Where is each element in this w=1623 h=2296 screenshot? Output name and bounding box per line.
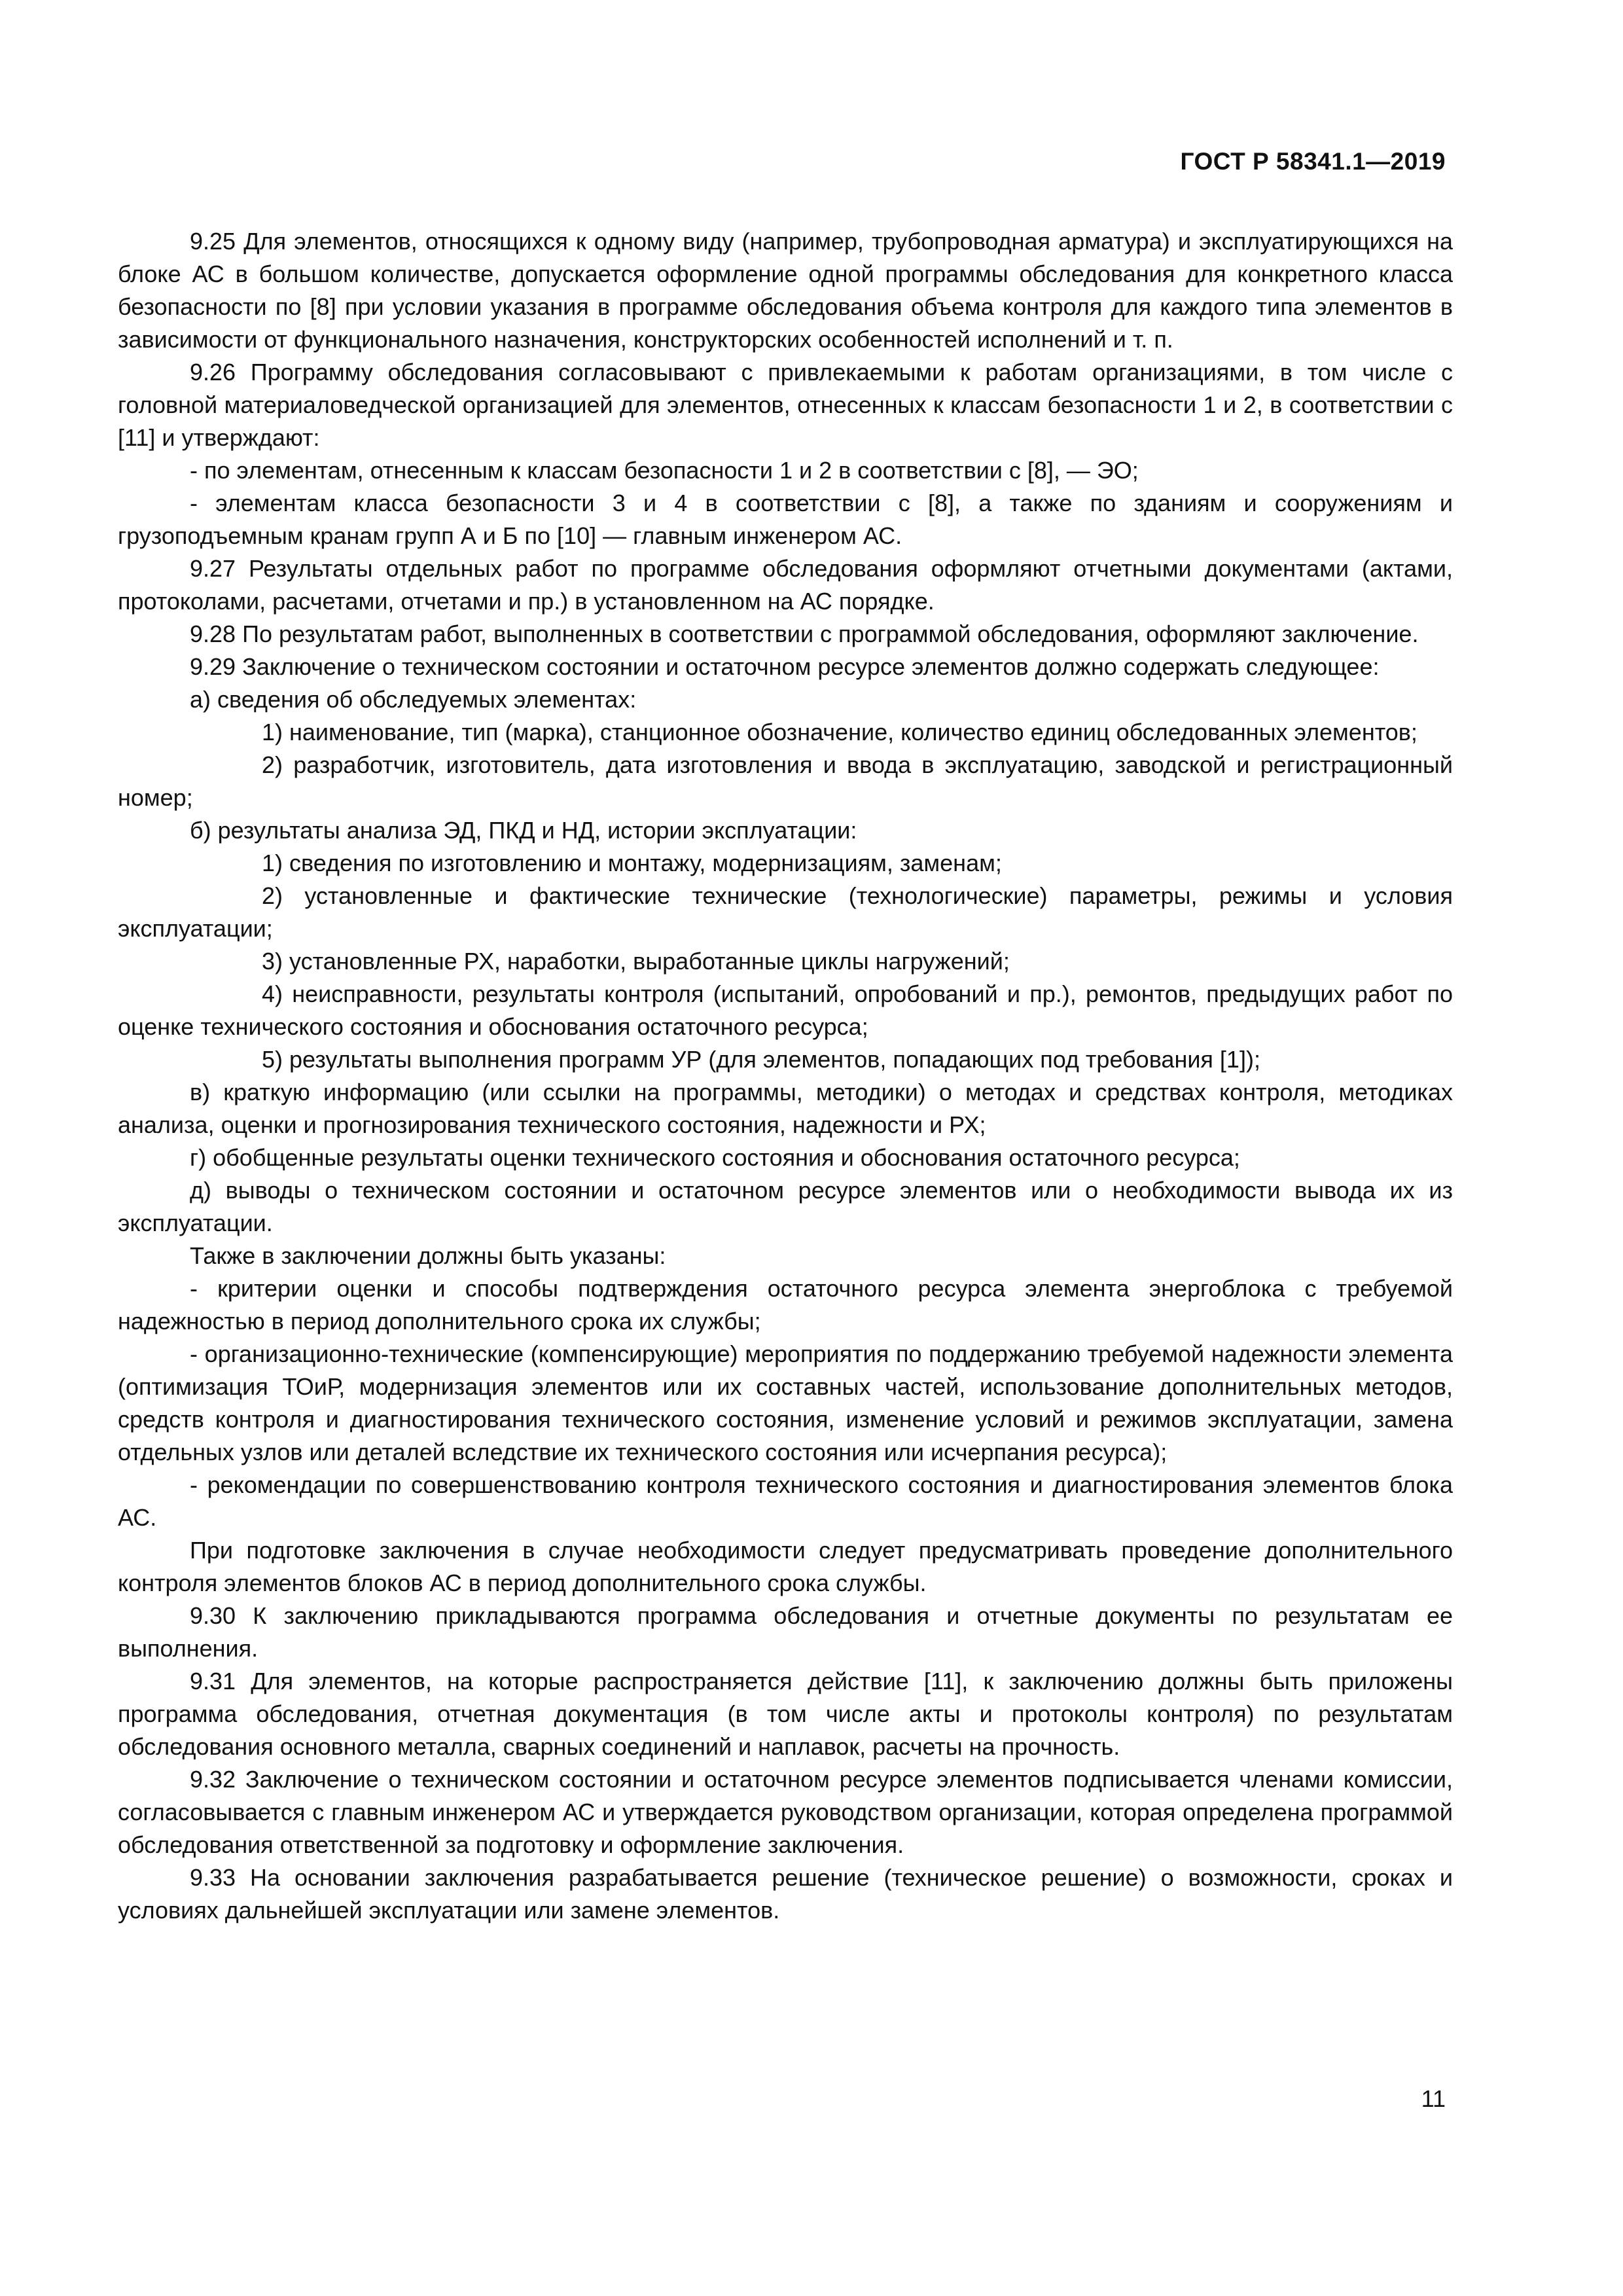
paragraph: - по элементам, отнесенным к классам безопасности 1 и 2 в соответствии с [8], — ЭО;: [190, 457, 1139, 484]
paragraph: - критерии оценки и способы подтверждения остаточного ресурса элемента энергоблока с требуемой надежностью в период дополнительного срока их службы;: [118, 1275, 1453, 1335]
paragraph: Также в заключении должны быть указаны:: [190, 1242, 666, 1269]
paragraph: д) выводы о техническом состоянии и остаточном ресурсе элементов или о необходимости вывода их из эксплуатации.: [118, 1177, 1453, 1236]
paragraph: 9.26 Программу обследования согласовывают с привлекаемыми к работам организациями, в том числе с головной материаловедческой организацией для элементов, отнесенных к классам безопасности 1 и 2, в соответствии с [11] и утверждают:: [118, 359, 1453, 451]
paragraph: 9.28 По результатам работ, выполненных в соответствии с программой обследования, оформляют заключение.: [190, 620, 1419, 647]
paragraph: - организационно-технические (компенсирующие) мероприятия по поддержанию требуемой надежности элемента (оптимизация ТОиР, модернизация элементов или их составных частей, использование дополнительных методов, средств контроля и диагностирования технического состояния, изменение условий и режимов эксплуатации, замена отдельных узлов или деталей вследствие их технического состояния или исчерпания ресурса);: [118, 1340, 1453, 1465]
paragraph: 9.30 К заключению прикладываются программа обследования и отчетные документы по результатам ее выполнения.: [118, 1602, 1453, 1662]
paragraph: а) сведения об обследуемых элементах:: [190, 686, 637, 713]
paragraph: - рекомендации по совершенствованию контроля технического состояния и диагностирования элементов блока АС.: [118, 1471, 1453, 1531]
paragraph: 9.33 На основании заключения разрабатывается решение (техническое решение) о возможности, сроках и условиях дальнейшей эксплуатации или замене элементов.: [118, 1864, 1453, 1924]
paragraph: 9.29 Заключение о техническом состоянии и остаточном ресурсе элементов должно содержать следующее:: [190, 653, 1380, 680]
paragraph: 2) разработчик, изготовитель, дата изготовления и ввода в эксплуатацию, заводской и регистрационный номер;: [118, 751, 1453, 811]
paragraph: б) результаты анализа ЭД, ПКД и НД, истории эксплуатации:: [190, 817, 857, 844]
document-code-header: ГОСТ Р 58341.1—2019: [1180, 148, 1446, 175]
paragraph: - элементам класса безопасности 3 и 4 в соответствии с [8], а также по зданиям и сооружениям и грузоподъемным кранам групп А и Б по [10] — главным инженером АС.: [118, 490, 1453, 549]
page-number: 11: [1421, 2085, 1446, 2112]
paragraph: 9.32 Заключение о техническом состоянии и остаточном ресурсе элементов подписывается членами комиссии, согласовывается с главным инженером АС и утверждается руководством организации, которая определена программой обследования ответственной за подготовку и оформление заключения.: [118, 1766, 1453, 1858]
paragraph: 2) установленные и фактические технические (технологические) параметры, режимы и условия эксплуатации;: [118, 882, 1453, 942]
paragraph: 1) сведения по изготовлению и монтажу, модернизациям, заменам;: [262, 850, 1002, 876]
paragraph: 9.25 Для элементов, относящихся к одному виду (например, трубопроводная арматура) и эксплуатирующихся на блоке АС в большом количестве, допускается оформление одной программы обследования для конкретного класса безопасности по [8] при условии указания в программе обследования объема контроля для каждого типа элементов в зависимости от функционального назначения, конструкторских особенностей исполнений и т. п.: [118, 228, 1453, 353]
paragraph: При подготовке заключения в случае необходимости следует предусматривать проведение дополнительного контроля элементов блоков АС в период дополнительного срока службы.: [118, 1537, 1453, 1596]
paragraph: г) обобщенные результаты оценки технического состояния и обоснования остаточного ресурса;: [190, 1144, 1240, 1171]
paragraph: 4) неисправности, результаты контроля (испытаний, опробований и пр.), ремонтов, предыдущих работ по оценке технического состояния и обоснования остаточного ресурса;: [118, 980, 1453, 1040]
paragraph: 9.27 Результаты отдельных работ по программе обследования оформляют отчетными документами (актами, протоколами, расчетами, отчетами и пр.) в установленном на АС порядке.: [118, 555, 1453, 615]
paragraph: в) краткую информацию (или ссылки на программы, методики) о методах и средствах контроля, методиках анализа, оценки и прогнозирования технического состояния, надежности и РХ;: [118, 1079, 1453, 1138]
paragraph: 1) наименование, тип (марка), станционное обозначение, количество единиц обследованных элементов;: [262, 719, 1418, 745]
paragraph: 5) результаты выполнения программ УР (для элементов, попадающих под требования [1]);: [262, 1046, 1260, 1073]
paragraph: 3) установленные РХ, наработки, выработанные циклы нагружений;: [262, 948, 1010, 975]
document-body: [118, 225, 1453, 1927]
paragraph: 9.31 Для элементов, на которые распространяется действие [11], к заключению должны быть приложены программа обследования, отчетная документация (в том числе акты и протоколы контроля) по результатам обследования основного металла, сварных соединений и наплавок, расчеты на прочность.: [118, 1668, 1453, 1760]
